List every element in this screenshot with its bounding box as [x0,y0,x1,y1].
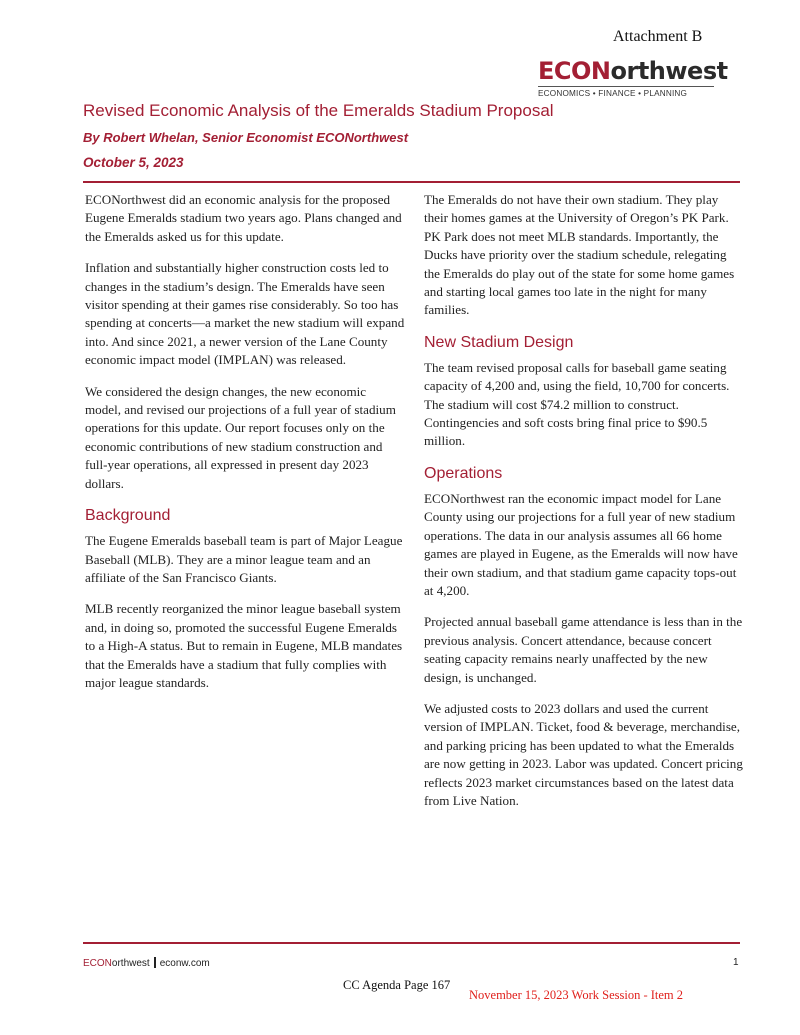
background-paragraph: MLB recently reorganized the minor league baseball system and, in doing so, promoted the successful Eugene Emeralds to a High-A status. But to remain in Eugene, MLB mandates that the Emeralds have a stadium that fully complies with major league standards. [85,601,403,690]
byline: By Robert Whelan, Senior Economist ECONorthwest [83,130,409,145]
logo-wordmark [538,57,728,85]
operations-heading: Operations [424,464,503,482]
footer-brand-rest: orthwest [111,958,150,969]
background-heading: Background [85,507,171,525]
operations-paragraph: Projected annual baseball game attendance is less than in the previous analysis. Concert attendance, because concert seating capacity remains nearly unaffected by the new design, is unchanged. [424,614,743,685]
econorthwest-logo [538,57,728,98]
footer-separator [154,957,156,968]
page-number: 1 [733,957,739,968]
right-column [424,191,744,823]
logo-econ: ECON [538,57,611,85]
operations-paragraph: ECONorthwest ran the economic impact model for Lane County using our projections for a full year of new stadium operations. The data in our analysis assumes all 66 home games are played in Eugene, as the Emeralds will now have their own stadium, and that stadium game capacity tops-out at 4,200. [424,490,738,598]
footer-website: econw.com [159,958,210,969]
intro-paragraph: ECONorthwest did an economic analysis for the proposed Eugene Emeralds stadium two years ago. Plans changed and the Emeralds asked us for this update. [85,192,402,244]
background-continued-paragraph: The Emeralds do not have their own stadium. They play their homes games at the University of Oregon’s PK Park. PK Park does not meet MLB standards. Importantly, the Ducks have priority over the stadium schedule, relegating the Emeralds do play out of the state for some home games and starting local games too late in the night for many families. [424,192,735,318]
agenda-page-label: CC Agenda Page 167 [343,978,451,992]
document-date: October 5, 2023 [83,155,184,170]
footer-brand-econ: ECON [83,958,112,969]
logo-tagline: ECONOMICS • FINANCE • PLANNING [538,86,714,98]
intro-paragraph: Inflation and substantially higher construction costs led to changes in the stadium’s design. The Emeralds have seen visitor spending at their games rise considerably. So too has spending at concerts—a market the new stadium will expand into. And since 2021, a newer version of the Lane County economic impact model (IMPLAN) was released. [85,260,405,368]
intro-paragraph: We considered the design changes, the new economic model, and revised our projections of a full year of stadium operations for this update. Our report focuses only on the economic contributions of new stadium construction and full-year operations, all expressed in present day 2023 dollars. [85,383,396,491]
attachment-label: Attachment B [613,28,703,45]
operations-paragraph: We adjusted costs to 2023 dollars and used the current version of IMPLAN. Ticket, food & beverage, merchandise, and parking pricing has been updated to what the Emeralds are now getting in 2023. Labor was updated. Concert pricing reflects 2023 market circumstances based on the latest data from Live Nation. [424,700,743,808]
stadium-design-heading: New Stadium Design [424,333,574,351]
document-title: Revised Economic Analysis of the Emeralds Stadium Proposal [83,101,554,120]
header-divider [83,181,740,183]
logo-northwest: orthwest [610,57,728,85]
stadium-design-paragraph: The team revised proposal calls for baseball game seating capacity of 4,200 and, using the field, 10,700 for concerts. The stadium will cost $74.2 million to construct. Contingencies and soft costs bring final price to $90.5 million. [424,359,730,449]
work-session-label: November 15, 2023 Work Session - Item 2 [469,988,684,1002]
footer-brand [83,957,210,969]
left-column [85,191,405,705]
footer-divider [83,942,740,944]
background-paragraph: The Eugene Emeralds baseball team is part of Major League Baseball (MLB). They are a minor league team and an affiliate of the San Francisco Giants. [85,533,403,585]
